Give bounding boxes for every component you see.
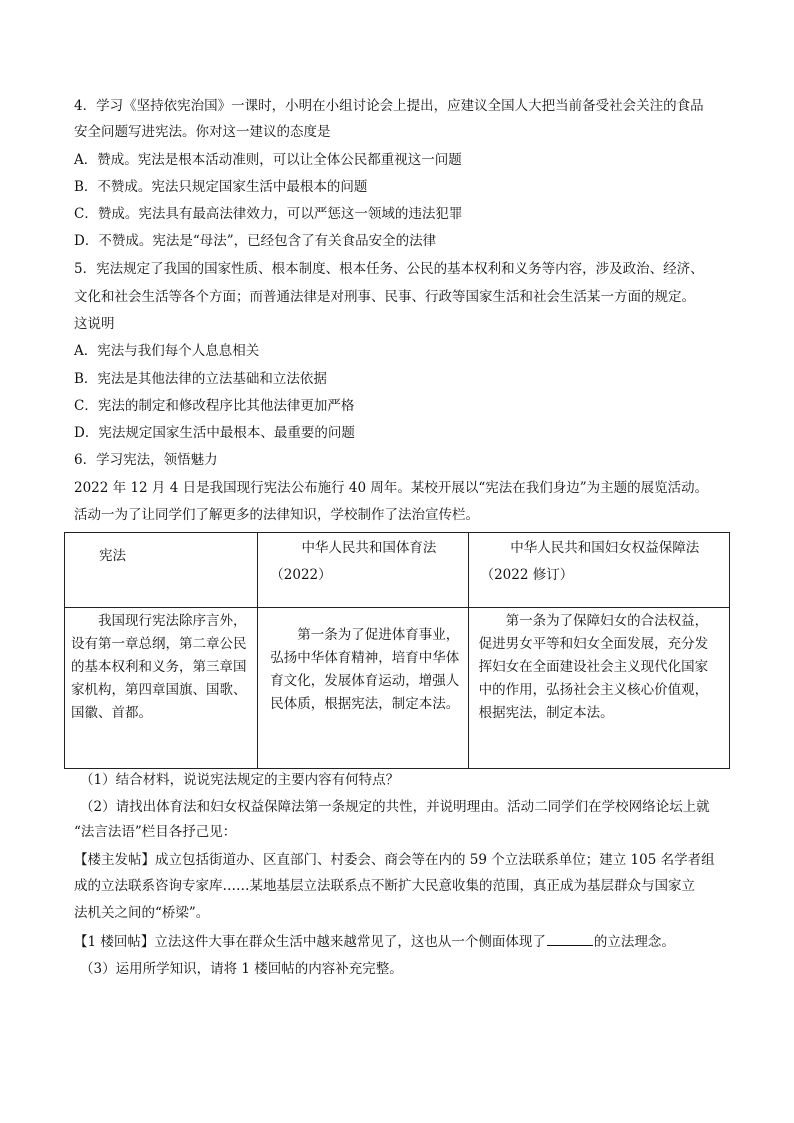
law-comparison-table [64,532,730,769]
question-5-option-c: C．宪法的制定和修改程序比其他法律更加严格 [74,398,355,414]
question-5-stem-line3: 这说明 [74,316,115,332]
forum-original-post-line3: 法机关之间的“桥梁”。 [74,905,210,921]
constitution-content [65,608,258,769]
question-4-option-d: D．不赞成。宪法是“母法”，已经包含了有关食品安全的法律 [74,233,437,249]
sub-question-1: （1）结合材料，说说宪法规定的主要内容有何特点？ [80,772,400,788]
header-sports-law-label: 中华人民共和国体育法 [301,540,437,556]
table-cell-line: 民体质，根据宪法，制定本法。 [270,696,460,712]
question-5-option-d: D．宪法规定国家生活中最根本、最重要的问题 [74,425,355,441]
forum-original-post-line2: 成的立法联系咨询专家库……某地基层立法联系点不断扩大民意收集的范围，真正成为基层群众与国家立 [74,878,695,894]
table-cell-line: 我国现行宪法除序言外， [98,613,247,629]
question-6-activity-one: 活动一为了让同学们了解更多的法律知识，学校制作了法治宣传栏。 [74,507,479,523]
forum-original-post-line1 [74,850,715,870]
women-rights-law-content [468,608,729,769]
question-5-stem-line2: 文化和社会生活等各个方面；而普通法律是对刑事、民事、行政等国家生活和社会生活某一方面的规定。 [74,289,695,305]
table-cell-line: 设有第一章总纲，第二章公民 [71,636,247,652]
sub-question-3: （3）运用所学知识，请将 1 楼回帖的内容补充完整。 [80,961,403,977]
question-4-option-b: B．不赞成。宪法只规定国家生活中最根本的问题 [74,179,368,195]
question-4-stem-line2: 安全问题写进宪法。你对这一建议的态度是 [74,124,331,140]
forum-reply-text-before: 立法这件大事在群众生活中越来越常见了，这也从一个侧面体现了 [154,934,546,950]
forum-post-text: 成立包括街道办、区直部门、村委会、商会等在内的 59 个立法联系单位；建立 105 名学者组 [155,852,715,868]
question-6-title: 6．学习宪法，领悟魅力 [74,452,218,468]
header-constitution-label: 宪法 [99,548,126,564]
forum-post-label: 【楼主发帖】 [74,852,155,868]
forum-reply-text-after: 的立法理念。 [593,934,675,950]
table-cell-line: 促进男女平等和妇女全面发展，充分发 [478,636,709,652]
header-sports-law-year: （2022） [270,567,332,583]
table-cell-line: 第一条为了保障妇女的合法权益， [505,613,709,629]
question-5-stem-line1: 5．宪法规定了我国的国家性质、根本制度、根本任务、公民的基本权利和义务等内容，涉及政治、经济、 [74,261,704,277]
table-cell-line: 第一条为了促进体育事业， [297,627,460,643]
question-4-option-a: A．赞成。宪法是根本活动准则，可以让全体公民都重视这一问题 [74,152,462,168]
question-6-intro: 2022 年 12 月 4 日是我国现行宪法公布施行 40 周年。某校开展以“宪法在我们身边”为主题的展览活动。 [74,480,709,496]
answer-blank[interactable] [547,931,593,946]
question-5-option-b: B．宪法是其他法律的立法基础和立法依据 [74,371,327,387]
sports-law-content [258,608,468,769]
table-cell-line: 弘扬中华体育精神，培育中华体 [270,650,460,666]
table-cell-line: 挥妇女在全面建设社会主义现代化国家 [478,659,709,675]
table-cell-line: 的基本权利和义务，第三章国 [71,659,247,675]
table-cell-line: 中的作用，弘扬社会主义核心价值观， [478,682,709,698]
header-women-rights-law-label: 中华人民共和国妇女权益保障法 [510,540,700,556]
table-cell-line: 国徽、首都。 [71,705,152,721]
header-women-rights-law [468,533,729,608]
question-5-option-a: A．宪法与我们每个人息息相关 [74,343,260,359]
forum-reply-1 [74,931,675,952]
table-body-row [65,608,730,769]
header-constitution [65,533,258,608]
header-sports-law [258,533,468,608]
question-4-option-c: C．赞成。宪法具有最高法律效力，可以严惩这一领域的违法犯罪 [74,206,463,222]
sub-question-2-continued: “法言法语”栏目各抒己见： [74,824,237,840]
header-women-rights-law-year: （2022 修订） [480,567,574,583]
forum-reply-label: 【1 楼回帖】 [74,934,155,950]
sub-question-2: （2）请找出体育法和妇女权益保障法第一条规定的共性，并说明理由。活动二同学们在学校网络论坛上就 [80,799,710,815]
question-4-stem-line1: 4．学习《坚持依宪治国》一课时，小明在小组讨论会上提出，应建议全国人大把当前备受社会关注的食品 [74,98,704,114]
table-cell-line: 根据宪法，制定本法。 [478,705,614,721]
table-cell-line: 家机构，第四章国旗、国歌、 [71,682,247,698]
table-cell-line: 育文化，发展体育运动，增强人 [270,673,460,689]
table-header-row [65,533,730,608]
